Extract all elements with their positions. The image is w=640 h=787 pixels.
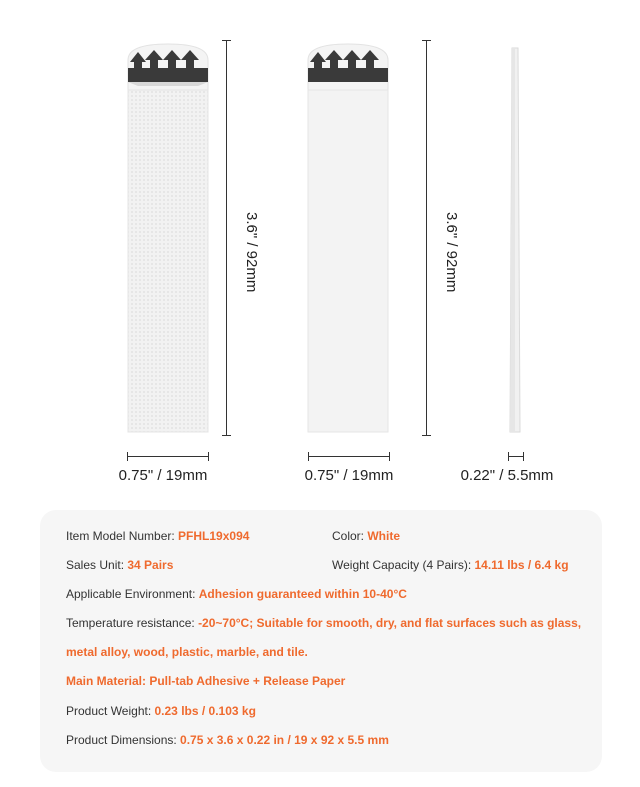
spec-model: Item Model Number: PFHL19x094 [66,529,250,543]
spec-product-weight: Product Weight: 0.23 lbs / 0.103 kg [66,704,256,718]
strip-hook [118,38,218,438]
spec-temperature: Temperature resistance: -20~70°C; Suitable for smooth, dry, and flat surfaces such as glass, [66,616,582,630]
height-label-2: 3.6" / 92mm [443,212,460,293]
height-dimension-line-1 [226,40,227,436]
width-label-1: 0.75" / 19mm [118,467,208,484]
spec-material: Main Material: Pull-tab Adhesive + Release Paper [66,674,346,688]
spec-sales-unit: Sales Unit: 34 Pairs [66,558,174,572]
spec-weight-capacity: Weight Capacity (4 Pairs): 14.11 lbs / 6.4 kg [332,558,569,572]
spec-temperature-cont: metal alloy, wood, plastic, marble, and tile. [66,645,308,659]
height-dimension-line-2 [426,40,427,436]
width-dimension-line-3 [508,456,524,457]
height-label-1: 3.6" / 92mm [243,212,260,293]
spec-product-dimensions: Product Dimensions: 0.75 x 3.6 x 0.22 in / 19 x 92 x 5.5 mm [66,733,389,747]
spec-color: Color: White [332,529,401,543]
specs-panel [40,510,602,772]
width-label-2: 0.75" / 19mm [304,467,394,484]
strip-side-view [498,44,528,436]
strip-adhesive [298,38,398,438]
width-label-3: 0.22" / 5.5mm [460,467,554,484]
spec-environment: Applicable Environment: Adhesion guaranteed within 10-40°C [66,587,407,601]
width-dimension-line-1 [127,456,209,457]
width-dimension-line-2 [308,456,390,457]
